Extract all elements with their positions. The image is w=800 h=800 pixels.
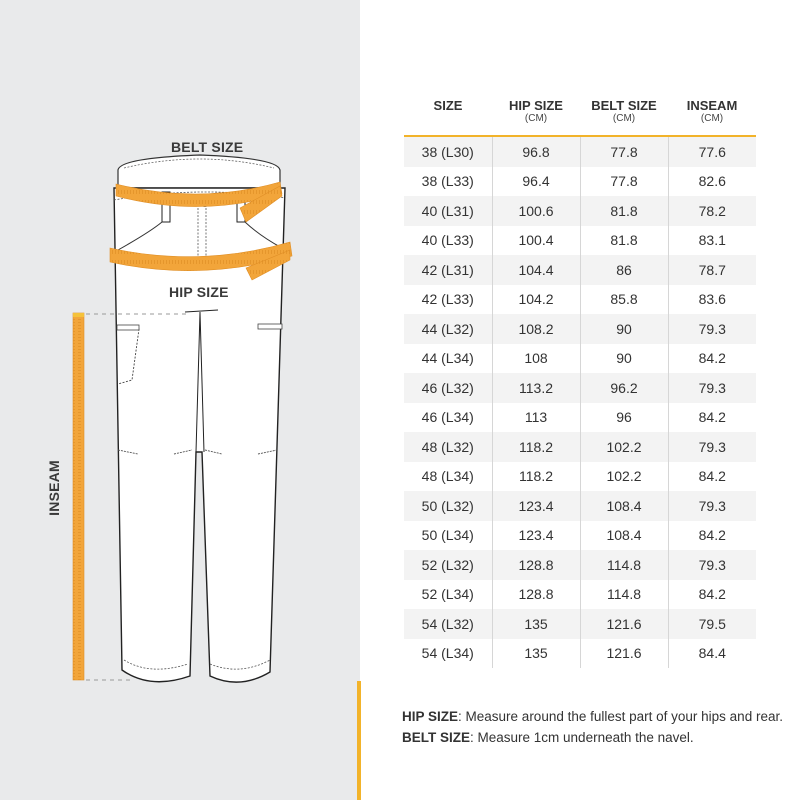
cell-hip-size: 108.2	[492, 314, 580, 344]
table-row	[404, 521, 756, 551]
cell-belt-size: 77.8	[580, 167, 668, 197]
table-row	[404, 639, 756, 669]
cell-inseam: 83.6	[668, 285, 756, 315]
table-row	[404, 167, 756, 197]
cell-belt-size: 108.4	[580, 521, 668, 551]
cell-hip-size: 96.4	[492, 167, 580, 197]
table-row	[404, 491, 756, 521]
table-row	[404, 432, 756, 462]
cell-size: 48 (L34)	[404, 462, 492, 492]
cell-inseam: 79.3	[668, 432, 756, 462]
cell-hip-size: 108	[492, 344, 580, 374]
size-chart	[404, 95, 756, 668]
cell-belt-size: 102.2	[580, 432, 668, 462]
cell-inseam: 84.2	[668, 344, 756, 374]
cell-size: 52 (L32)	[404, 550, 492, 580]
cell-inseam: 84.2	[668, 521, 756, 551]
cell-hip-size: 100.6	[492, 196, 580, 226]
cell-size: 48 (L32)	[404, 432, 492, 462]
table-row	[404, 136, 756, 167]
cell-size: 40 (L31)	[404, 196, 492, 226]
cell-belt-size: 77.8	[580, 136, 668, 167]
cell-hip-size: 118.2	[492, 462, 580, 492]
cell-size: 44 (L32)	[404, 314, 492, 344]
inseam-label: INSEAM	[46, 460, 62, 516]
cell-belt-size: 90	[580, 344, 668, 374]
cell-hip-size: 104.2	[492, 285, 580, 315]
table-row	[404, 344, 756, 374]
cell-inseam: 77.6	[668, 136, 756, 167]
table-row	[404, 373, 756, 403]
cell-size: 54 (L34)	[404, 639, 492, 669]
header-belt-size: BELT SIZE (CM)	[580, 95, 668, 136]
pants-illustration	[0, 0, 360, 800]
cell-inseam: 79.3	[668, 550, 756, 580]
cell-inseam: 79.3	[668, 491, 756, 521]
header-inseam: INSEAM (CM)	[668, 95, 756, 136]
table-row	[404, 285, 756, 315]
size-table	[404, 95, 756, 668]
table-row	[404, 314, 756, 344]
cell-hip-size: 104.4	[492, 255, 580, 285]
note-belt-size: BELT SIZE: Measure 1cm underneath the navel.	[402, 730, 694, 745]
header-hip-size: HIP SIZE (CM)	[492, 95, 580, 136]
unit-label: (CM)	[524, 113, 548, 124]
cell-belt-size: 114.8	[580, 550, 668, 580]
cell-inseam: 84.2	[668, 403, 756, 433]
cell-belt-size: 108.4	[580, 491, 668, 521]
cell-size: 54 (L32)	[404, 609, 492, 639]
cell-size: 50 (L34)	[404, 521, 492, 551]
table-row	[404, 403, 756, 433]
cell-belt-size: 90	[580, 314, 668, 344]
unit-label: (CM)	[612, 113, 636, 124]
cell-belt-size: 114.8	[580, 580, 668, 610]
belt-size-label: BELT SIZE	[171, 139, 244, 155]
cell-belt-size: 86	[580, 255, 668, 285]
cell-hip-size: 123.4	[492, 491, 580, 521]
cell-size: 38 (L30)	[404, 136, 492, 167]
cell-hip-size: 96.8	[492, 136, 580, 167]
cell-inseam: 78.7	[668, 255, 756, 285]
table-row	[404, 550, 756, 580]
table-row	[404, 226, 756, 256]
cell-inseam: 79.3	[668, 314, 756, 344]
cell-hip-size: 113.2	[492, 373, 580, 403]
cell-inseam: 83.1	[668, 226, 756, 256]
cell-inseam: 82.6	[668, 167, 756, 197]
cell-size: 50 (L32)	[404, 491, 492, 521]
table-row	[404, 580, 756, 610]
cell-inseam: 84.2	[668, 580, 756, 610]
cell-size: 52 (L34)	[404, 580, 492, 610]
cell-hip-size: 135	[492, 609, 580, 639]
table-row	[404, 609, 756, 639]
table-row	[404, 462, 756, 492]
table-row	[404, 255, 756, 285]
cell-belt-size: 85.8	[580, 285, 668, 315]
cell-belt-size: 121.6	[580, 609, 668, 639]
cell-inseam: 78.2	[668, 196, 756, 226]
unit-label: (CM)	[700, 113, 724, 124]
measurement-notes	[402, 706, 783, 748]
cell-belt-size: 96	[580, 403, 668, 433]
cell-hip-size: 123.4	[492, 521, 580, 551]
cell-belt-size: 81.8	[580, 196, 668, 226]
hip-size-label: HIP SIZE	[169, 284, 229, 300]
cell-belt-size: 102.2	[580, 462, 668, 492]
table-row	[404, 196, 756, 226]
cell-hip-size: 135	[492, 639, 580, 669]
cell-inseam: 79.3	[668, 373, 756, 403]
cell-size: 42 (L33)	[404, 285, 492, 315]
cell-size: 40 (L33)	[404, 226, 492, 256]
cell-size: 44 (L34)	[404, 344, 492, 374]
cell-belt-size: 96.2	[580, 373, 668, 403]
cell-hip-size: 113	[492, 403, 580, 433]
table-header-row	[404, 95, 756, 136]
cell-hip-size: 128.8	[492, 550, 580, 580]
cell-inseam: 84.4	[668, 639, 756, 669]
cell-size: 46 (L34)	[404, 403, 492, 433]
cell-size: 42 (L31)	[404, 255, 492, 285]
cell-hip-size: 100.4	[492, 226, 580, 256]
cell-belt-size: 121.6	[580, 639, 668, 669]
cell-size: 46 (L32)	[404, 373, 492, 403]
cell-inseam: 84.2	[668, 462, 756, 492]
accent-bar	[357, 681, 361, 800]
cell-hip-size: 118.2	[492, 432, 580, 462]
cell-hip-size: 128.8	[492, 580, 580, 610]
cell-size: 38 (L33)	[404, 167, 492, 197]
cell-belt-size: 81.8	[580, 226, 668, 256]
header-size: SIZE	[433, 98, 463, 113]
note-hip-size: HIP SIZE: Measure around the fullest part of your hips and rear.	[402, 709, 783, 724]
cell-inseam: 79.5	[668, 609, 756, 639]
